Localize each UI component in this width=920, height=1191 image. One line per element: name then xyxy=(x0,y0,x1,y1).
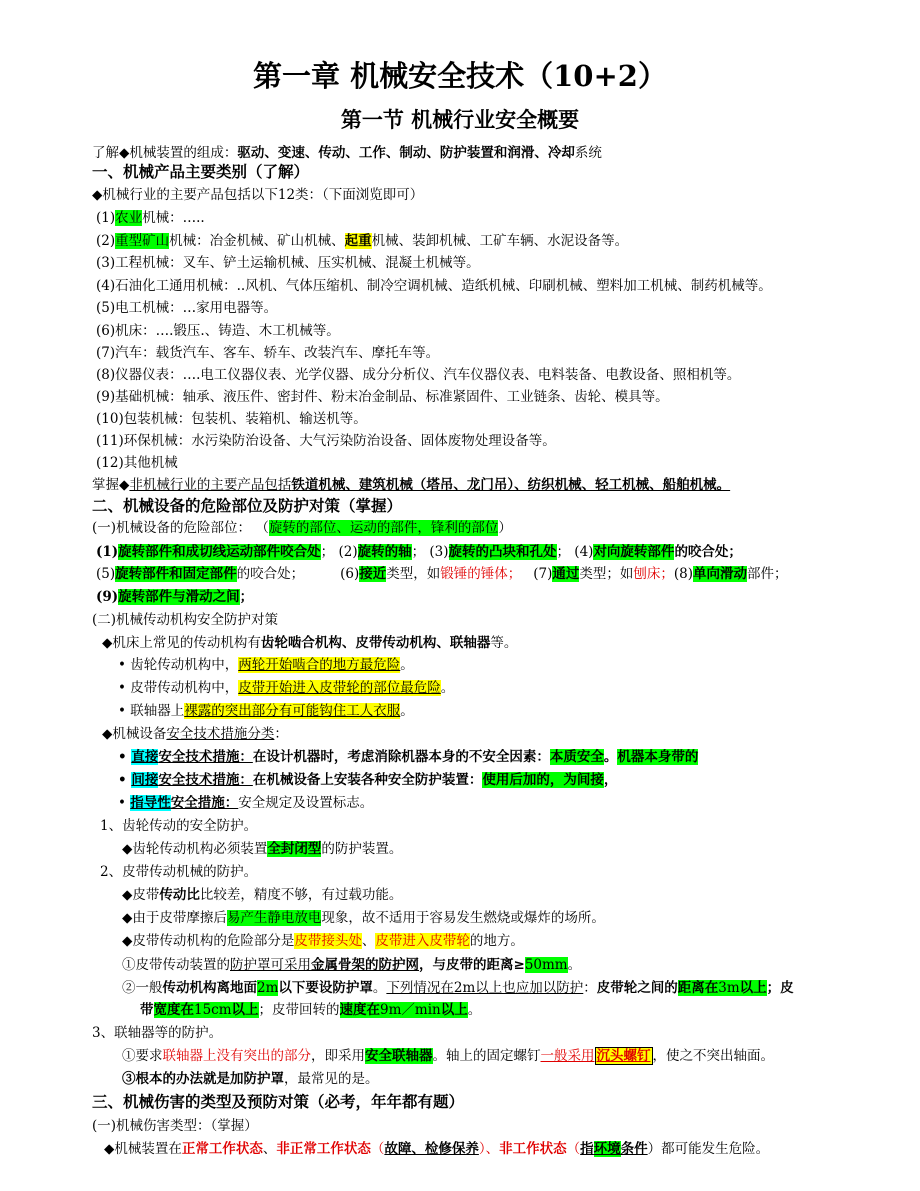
protection-3b: ③根本的办法就是加防护罩，最常见的是。 xyxy=(122,1071,379,1087)
chapter-title: 第一章 机械安全技术（10+2） xyxy=(253,59,667,93)
hazard-states: ◆机械装置在正常工作状态、非正常工作状态（故障、检修保养）、非工作状态（指环境条件）都可能发生危险。 xyxy=(104,1141,770,1157)
list-item: (2)重型矿山机械：冶金机械、矿山机械、起重机械、装卸机械、工矿车辆、水泥设备等。 xyxy=(96,233,629,249)
protection-2f: 带宽度在15cm以上；皮带回转的速度在9m／min以上。 xyxy=(140,1002,482,1018)
list-item: (4)石油化工通用机械：..风机、气体压缩机、制冷空调机械、造纸机械、印刷机械、塑料加工机械、制药机械等。 xyxy=(96,278,772,294)
protection-2c: ◆皮带传动机构的危险部分是皮带接头处、皮带进入皮带轮的地方。 xyxy=(122,933,524,949)
protection-2a: ◆皮带传动比比较差，精度不够，有过载功能。 xyxy=(122,887,403,903)
list-item: (8)仪器仪表：….电工仪器仪表、光学仪器、成分分析仪、汽车仪器仪表、电料装备、电教设备、照相机等。 xyxy=(96,367,741,383)
list-item: (1)农业机械：….. xyxy=(96,210,205,226)
protection-3: 3、联轴器等的防护。 xyxy=(92,1025,223,1041)
protection-1: 1、齿轮传动的安全防护。 xyxy=(100,818,258,834)
protection-2: 2、皮带传动机械的防护。 xyxy=(100,864,258,880)
protection-1a: ◆齿轮传动机构必须装置全封闭型的防护装置。 xyxy=(122,841,403,857)
list-item: (7)汽车：载货汽车、客车、轿车、改装汽车、摩托车等。 xyxy=(96,345,440,361)
bullet-item: • 齿轮传动机构中，两轮开始啮合的地方最危险。 xyxy=(118,657,414,673)
measures-heading: ◆机械设备安全技术措施分类： xyxy=(102,726,288,742)
protection-2b: ◆由于皮带摩擦后易产生静电放电现象，故不适用于容易发生燃烧或爆炸的场所。 xyxy=(122,910,605,926)
sub-heading-3: (一)机械伤害类型：（掌握） xyxy=(92,1118,258,1134)
sub-heading-2: (二)机械传动机构安全防护对策 xyxy=(92,612,279,628)
danger-row-3: (9)旋转部件与滑动之间； xyxy=(96,589,254,605)
list-item: (11)环保机械：水污染防治设备、大气污染防治设备、固体废物处理设备等。 xyxy=(96,433,556,449)
bullet-item: • 皮带传动机构中，皮带开始进入皮带轮的部位最危险。 xyxy=(118,680,455,696)
bullet-item: • 联轴器上裸露的突出部分有可能钩住工人衣服。 xyxy=(118,703,414,719)
protection-2d: ①皮带传动装置的防护罩可采用金属骨架的防护网，与皮带的距离≥50mm。 xyxy=(122,957,582,973)
heading-3: 三、机械伤害的类型及预防对策（必考，年年都有题） xyxy=(92,1092,465,1111)
list-item: (6)机床：….锻压.、铸造、木工机械等。 xyxy=(96,323,340,339)
measure-item: • 直接安全技术措施：在设计机器时，考虑消除机器本身的不安全因素：本质安全。机器本身带的 xyxy=(118,749,699,765)
list-item: (9)基础机械：轴承、液压件、密封件、粉末冶金制品、标准紧固件、工业链条、齿轮、模具等。 xyxy=(96,389,669,405)
danger-row-1: (1)旋转部件和成切线运动部件咬合处； (2)旋转的轴； (3)旋转的凸块和孔处； (4)对向旋转部件的咬合处； xyxy=(96,544,742,560)
heading-2: 二、机械设备的危险部位及防护对策（掌握） xyxy=(92,496,403,515)
danger-row-2: (5)旋转部件和固定部件的咬合处； (6)接近类型，如锻锤的锤体； (7)通过类型；如刨床；(8)单向滑动部件； xyxy=(96,566,788,582)
section-title: 第一节 机械行业安全概要 xyxy=(340,107,580,132)
danger-parts: (一)机械设备的危险部位： （旋转的部位、运动的部件，锋利的部位） xyxy=(92,520,512,536)
sec1-desc: ◆机械行业的主要产品包括以下12类：（下面浏览即可） xyxy=(92,187,424,203)
protection-3a: ①要求联轴器上没有突出的部分，即采用安全联轴器。轴上的固定螺钉一般采用 沉头螺钉 ，使之不突出轴面。 xyxy=(122,1048,774,1064)
list-item: (10)包装机械：包装机、装箱机、输送机等。 xyxy=(96,411,367,427)
common-mechanisms: ◆机床上常见的传动机构有齿轮啮合机构、皮带传动机构、联轴器等。 xyxy=(102,635,518,651)
measure-item: • 间接安全技术措施：在机械设备上安装各种安全防护装置：使用后加的，为间接， xyxy=(118,772,618,788)
protection-2e: ②一般传动机构离地面2m以下要设防护罩。下列情况在2m以上也应加以防护：皮带轮之间的距离在3m以上；皮 xyxy=(122,980,794,996)
list-item: (12)其他机械 xyxy=(96,455,178,471)
heading-1: 一、机械产品主要类别（了解） xyxy=(92,162,310,181)
list-item: (5)电工机械：…家用电器等。 xyxy=(96,300,278,316)
master-line: 掌握◆非机械行业的主要产品包括铁道机械、建筑机械（塔吊、龙门吊）、纺织机械、轻工机械、船舶机械。 xyxy=(92,477,731,493)
list-item: (3)工程机械：叉车、铲土运输机械、压实机械、混凝土机械等。 xyxy=(96,255,480,271)
measure-item: • 指导性安全措施：安全规定及设置标志。 xyxy=(118,795,374,811)
intro-line: 了解◆机械装置的组成：驱动、变速、传动、工作、制动、防护装置和润滑、冷却系统 xyxy=(92,145,602,161)
